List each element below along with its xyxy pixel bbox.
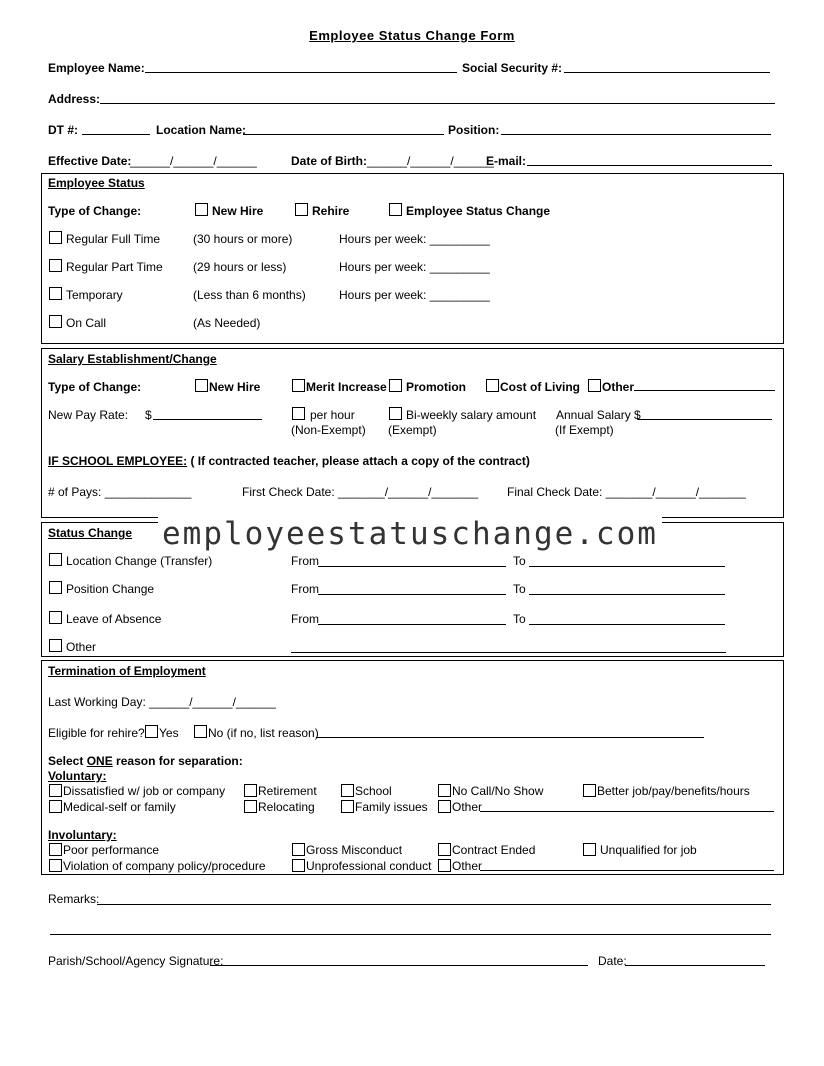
ssn-field[interactable] [564,72,770,73]
employee-status-change-label: Employee Status Change [406,204,551,218]
dissatisfied-label: Dissatisfied w/ job or company [63,784,226,798]
dob-field[interactable]: ______/______/______ [367,154,494,168]
employee-status-section [41,173,784,344]
retirement-checkbox[interactable] [244,784,257,797]
voluntary-other-field[interactable] [480,811,774,812]
regular-part-time-note: (29 hours or less) [193,260,287,274]
select-reason-pre: Select [48,754,87,768]
employee-status-change-checkbox[interactable] [389,203,402,216]
regular-full-time-note: (30 hours or more) [193,232,293,246]
form-title: Employee Status Change Form [309,28,515,43]
salary-type-of-change-label: Type of Change: [48,380,142,394]
email-label: E-mail: [486,154,527,168]
promotion-label: Promotion [406,380,466,394]
voluntary-other-checkbox[interactable] [438,800,451,813]
temporary-note: (Less than 6 months) [193,288,306,302]
location-from-field[interactable] [318,566,506,567]
from-label: From [291,554,319,568]
relocating-label: Relocating [258,800,315,814]
hours-per-week-field[interactable]: Hours per week: _________ [339,288,490,302]
medical-checkbox[interactable] [49,800,62,813]
hours-per-week-field[interactable]: Hours per week: _________ [339,232,490,246]
from-label: From [291,612,319,626]
school-label: School [355,784,392,798]
no-call-no-show-checkbox[interactable] [438,784,451,797]
poor-performance-checkbox[interactable] [49,843,62,856]
unqualified-checkbox[interactable] [583,843,596,856]
termination-heading: Termination of Employment [48,664,206,678]
location-change-label: Location Change (Transfer) [66,554,213,568]
regular-part-time-label: Regular Part Time [66,260,163,274]
involuntary-heading: Involuntary: [48,828,117,842]
select-reason-heading [48,754,243,768]
medical-label: Medical-self or family [63,800,176,814]
num-pays-field[interactable]: # of Pays: _____________ [48,485,192,499]
last-working-day-field[interactable]: Last Working Day: ______/______/______ [48,695,276,709]
dt-field[interactable] [82,134,150,135]
exempt-label: (Exempt) [388,423,437,437]
leave-of-absence-checkbox[interactable] [49,611,62,624]
better-job-checkbox[interactable] [583,784,596,797]
status-other-field[interactable] [291,652,726,653]
location-name-label: Location Name: [156,123,247,137]
family-issues-checkbox[interactable] [341,800,354,813]
rehire-no-label: No (if no, list reason) [208,726,319,740]
position-field[interactable] [501,134,771,135]
employee-status-heading: Employee Status [48,176,145,190]
signature-label: Parish/School/Agency Signature: [48,954,224,968]
status-other-label: Other [66,640,97,654]
status-other-checkbox[interactable] [49,639,62,652]
per-hour-label: per hour [310,408,355,422]
ssn-label: Social Security #: [462,61,563,75]
leave-of-absence-label: Leave of Absence [66,612,162,626]
signature-field[interactable] [210,965,588,966]
annual-salary-field[interactable] [638,419,772,420]
unprofessional-checkbox[interactable] [292,859,305,872]
address-field[interactable] [100,103,775,104]
to-label: To [513,554,526,568]
school-checkbox[interactable] [341,784,354,797]
from-label: From [291,582,319,596]
rehire-label: Rehire [312,204,350,218]
gross-misconduct-checkbox[interactable] [292,843,305,856]
gross-misconduct-label: Gross Misconduct [306,843,403,857]
salary-heading: Salary Establishment/Change [48,352,217,366]
school-employee-note: ( If contracted teacher, please attach a copy of the contract) [187,454,530,468]
address-label: Address: [48,92,101,106]
regular-part-time-checkbox[interactable] [49,259,62,272]
no-call-no-show-label: No Call/No Show [452,784,544,798]
temporary-checkbox[interactable] [49,287,62,300]
merit-increase-checkbox[interactable] [292,379,305,392]
signature-date-field[interactable] [625,965,765,966]
voluntary-heading: Voluntary: [48,769,107,783]
rehire-no-checkbox[interactable] [194,725,207,738]
involuntary-other-field[interactable] [480,870,774,871]
location-name-field[interactable] [243,134,444,135]
contract-ended-label: Contract Ended [452,843,536,857]
eligible-rehire-label: Eligible for rehire? [48,726,145,740]
leave-from-field[interactable] [318,624,506,625]
relocating-checkbox[interactable] [244,800,257,813]
watermark: employeestatuschange.com [158,516,662,552]
leave-to-field[interactable] [529,624,725,625]
hours-per-week-field[interactable]: Hours per week: _________ [339,260,490,274]
new-pay-rate-label: New Pay Rate: [48,408,129,422]
biweekly-label: Bi-weekly salary amount [406,408,537,422]
merit-increase-label: Merit Increase [306,380,387,394]
status-change-heading: Status Change [48,526,133,540]
per-hour-checkbox[interactable] [292,407,305,420]
involuntary-other-checkbox[interactable] [438,859,451,872]
salary-new-hire-checkbox[interactable] [195,379,208,392]
if-exempt-label: (If Exempt) [555,423,614,437]
retirement-label: Retirement [258,784,317,798]
family-issues-label: Family issues [355,800,428,814]
biweekly-checkbox[interactable] [389,407,402,420]
remarks-field[interactable] [97,904,771,905]
better-job-label: Better job/pay/benefits/hours [597,784,750,798]
first-check-date-field[interactable]: First Check Date: _______/______/_______ [242,485,479,499]
select-reason-one: ONE [86,754,113,768]
salary-other-field[interactable] [634,390,775,391]
on-call-label: On Call [66,316,107,330]
effective-date-field[interactable]: ______/______/______ [130,154,257,168]
salary-other-checkbox[interactable] [588,379,601,392]
salary-new-hire-label: New Hire [209,380,261,394]
location-to-field[interactable] [529,566,725,567]
final-check-date-field[interactable]: Final Check Date: _______/______/_______ [507,485,746,499]
promotion-checkbox[interactable] [389,379,402,392]
dollar-sign: $ [145,408,152,422]
email-field[interactable] [527,165,772,166]
new-hire-label: New Hire [212,204,264,218]
involuntary-other-label: Other [452,859,483,873]
select-reason-post: reason for separation: [112,754,243,768]
dob-label: Date of Birth: [291,154,367,168]
to-label: To [513,612,526,626]
unqualified-label: Unqualified for job [600,843,697,857]
policy-violation-label: Violation of company policy/procedure [63,859,266,873]
position-label: Position: [448,123,500,137]
cost-of-living-checkbox[interactable] [486,379,499,392]
remarks-label: Remarks: [48,892,100,906]
regular-full-time-label: Regular Full Time [66,232,161,246]
to-label: To [513,582,526,596]
rehire-reason-field[interactable] [316,737,704,738]
regular-full-time-checkbox[interactable] [49,231,62,244]
on-call-note: (As Needed) [193,316,261,330]
remarks-field-line-2[interactable] [50,934,771,935]
voluntary-other-label: Other [452,800,483,814]
position-change-checkbox[interactable] [49,581,62,594]
school-employee-heading [48,454,530,468]
new-pay-rate-field[interactable] [153,419,262,420]
effective-date-label: Effective Date: [48,154,132,168]
dt-label: DT #: [48,123,78,137]
on-call-checkbox[interactable] [49,315,62,328]
school-employee-title: IF SCHOOL EMPLOYEE: [48,454,188,468]
cost-of-living-label: Cost of Living [500,380,580,394]
temporary-label: Temporary [66,288,123,302]
salary-other-label: Other [602,380,635,394]
position-from-field[interactable] [318,594,506,595]
employee-name-field[interactable] [145,72,457,73]
unprofessional-label: Unprofessional conduct [306,859,432,873]
location-change-checkbox[interactable] [49,553,62,566]
contract-ended-checkbox[interactable] [438,843,451,856]
position-change-label: Position Change [66,582,155,596]
dissatisfied-checkbox[interactable] [49,784,62,797]
employee-name-label: Employee Name: [48,61,145,75]
non-exempt-label: (Non-Exempt) [291,423,366,437]
rehire-yes-label: Yes [159,726,179,740]
annual-salary-label: Annual Salary $ [556,408,641,422]
poor-performance-label: Poor performance [63,843,160,857]
new-hire-checkbox[interactable] [195,203,208,216]
date-label: Date: [598,954,627,968]
es-type-of-change-label: Type of Change: [48,204,142,218]
policy-violation-checkbox[interactable] [49,859,62,872]
rehire-checkbox[interactable] [295,203,308,216]
rehire-yes-checkbox[interactable] [145,725,158,738]
position-to-field[interactable] [529,594,725,595]
